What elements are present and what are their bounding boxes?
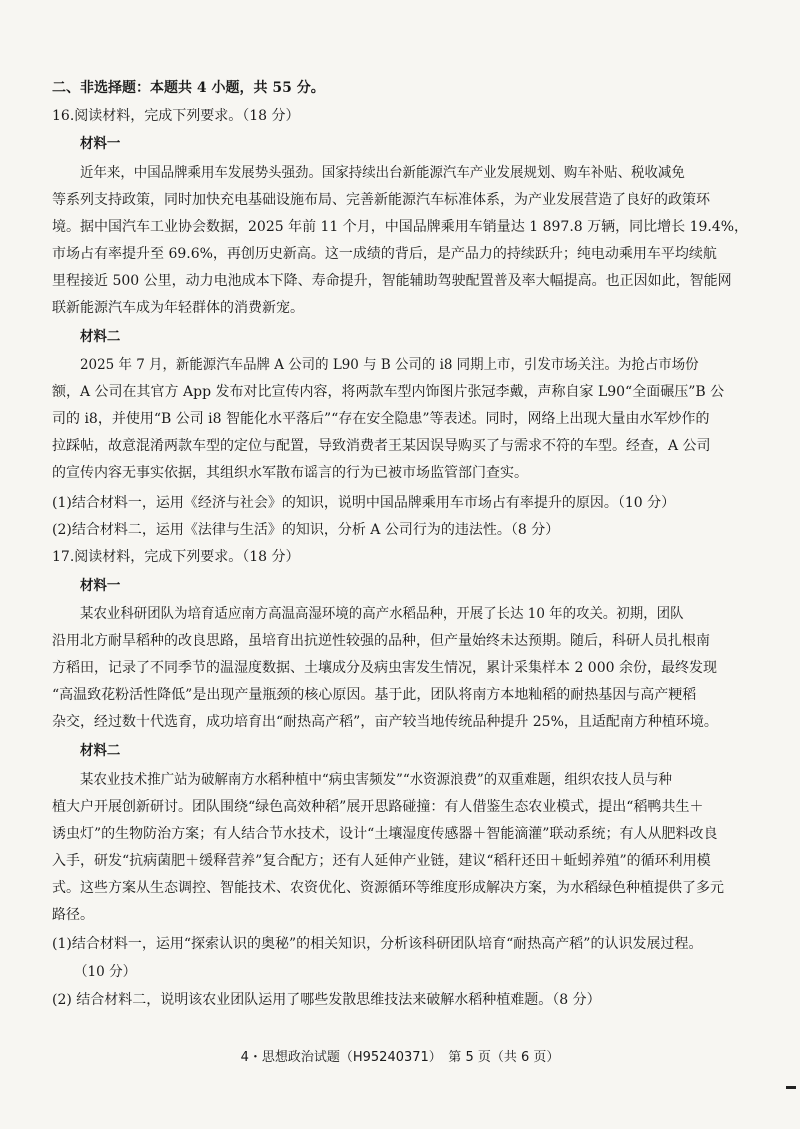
q16-material2-label: 材料二 <box>80 329 121 345</box>
q17-material2-label: 材料二 <box>80 743 121 759</box>
q17-material1-line: 方稻田，记录了不同季节的温湿度数据、土壤成分及病虫害发生情况，累计采集样本 2 000 余份，最终发现 <box>52 660 717 676</box>
q16-material1-line: 市场占有率提升至 69.6%，再创历史新高。这一成绩的背后，是产品力的持续跃升；纯电动乘用车平均续航 <box>52 246 717 262</box>
q16-subquestion-1: (1)结合材料一，运用《经济与社会》的知识，说明中国品牌乘用车市场占有率提升的原因。（10 分） <box>52 495 676 511</box>
q16-material1-line: 近年来，中国品牌乘用车发展势头强劲。国家持续出台新能源汽车产业发展规划、购车补贴、税收减免 <box>80 165 685 181</box>
q17-subquestion-1-score: （10 分） <box>74 964 137 980</box>
q16-subquestion-2: (2)结合材料二，运用《法律与生活》的知识，分析 A 公司行为的违法性。（8 分） <box>52 522 560 538</box>
q17-material2-line: 某农业技术推广站为破解南方水稻种植中“病虫害频发”“水资源浪费”的双重难题，组织农技人员与种 <box>80 772 672 788</box>
q16-material1-label: 材料一 <box>80 136 121 152</box>
q16-material2-line: 拉踩帖，故意混淆两款车型的定位与配置，导致消费者王某因误导购买了与需求不符的车型。经查，A 公司 <box>52 438 711 454</box>
q16-material2-line: 2025 年 7 月，新能源汽车品牌 A 公司的 L90 与 B 公司的 i8 同期上市，引发市场关注。为抢占市场份 <box>80 357 699 373</box>
q16-material1-line: 联新能源汽车成为年轻群体的消费新宠。 <box>52 300 304 316</box>
q16-material1-line: 里程接近 500 公里，动力电池成本下降、寿命提升，智能辅助驾驶配置普及率大幅提高。也正因如此，智能网 <box>52 273 732 289</box>
q16-material2-line: 额，A 公司在其官方 App 发布对比宣传内容，将两款车型内饰图片张冠李戴，声称自家 L90“全面碾压”B 公 <box>52 384 725 400</box>
q17-material1-line: “高温致花粉活性降低”是出现产量瓶颈的核心原因。基于此，团队将南方本地籼稻的耐热基因与高产粳稻 <box>52 687 697 703</box>
q17-subquestion-1: (1)结合材料一，运用“探索认识的奥秘”的相关知识，分析该科研团队培育“耐热高产稻”的认识发展过程。 <box>52 936 703 952</box>
q17-material1-line: 某农业科研团队为培育适应南方高温高湿环境的高产水稻品种，开展了长达 10 年的攻关。初期，团队 <box>80 606 684 622</box>
page-footer: 4・思想政治试题（H95240371） 第 5 页（共 6 页） <box>240 1050 560 1065</box>
q17-material2-line: 植大户开展创新研讨。团队围绕“绿色高效种稻”展开思路碰撞：有人借鉴生态农业模式，提出“稻鸭共生＋ <box>52 799 704 815</box>
q17-title: 17.阅读材料，完成下列要求。（18 分） <box>52 549 300 565</box>
q16-title: 16.阅读材料，完成下列要求。（18 分） <box>52 108 300 124</box>
q17-subquestion-2: (2) 结合材料二，说明该农业团队运用了哪些发散思维技法来破解水稻种植难题。（8 分） <box>52 992 601 1008</box>
q17-material1-label: 材料一 <box>80 578 121 594</box>
q17-material2-line: 入手，研发“抗病菌肥＋缓释营养”复合配方；还有人延伸产业链，建议“稻秆还田＋蚯蚓养殖”的循环利用模 <box>52 853 711 869</box>
q17-material2-line: 路径。 <box>52 907 94 923</box>
q16-material1-line: 境。据中国汽车工业协会数据，2025 年前 11 个月，中国品牌乘用车销量达 1 897.8 万辆，同比增长 19.4%， <box>52 219 749 235</box>
q16-material2-line: 司的 i8，并使用“B 公司 i8 智能化水平落后”“存在安全隐患”等表述。同时，网络上出现大量由水军炒作的 <box>52 411 710 427</box>
scan-edge-mark <box>786 1086 796 1089</box>
q16-material2-line: 的宣传内容无事实依据，其组织水军散布谣言的行为已被市场监管部门查实。 <box>52 465 528 481</box>
q17-material1-line: 沿用北方耐旱稻种的改良思路，虽培育出抗逆性较强的品种，但产量始终未达预期。随后，科研人员扎根南 <box>52 633 710 649</box>
q17-material2-line: 诱虫灯”的生物防治方案；有人结合节水技术，设计“土壤湿度传感器＋智能滴灌”联动系统；有人从肥料改良 <box>52 826 718 842</box>
q16-material1-line: 等系列支持政策，同时加快充电基础设施布局、完善新能源汽车标准体系，为产业发展营造了良好的政策环 <box>52 192 710 208</box>
q17-material1-line: 杂交，经过数十代选育，成功培育出“耐热高产稻”，亩产较当地传统品种提升 25%，且适配南方种植环境。 <box>52 714 718 730</box>
section-title: 二、非选择题：本题共 4 小题，共 55 分。 <box>52 80 325 96</box>
q17-material2-line: 式。这些方案从生态调控、智能技术、农资优化、资源循环等维度形成解决方案，为水稻绿色种植提供了多元 <box>52 880 724 896</box>
